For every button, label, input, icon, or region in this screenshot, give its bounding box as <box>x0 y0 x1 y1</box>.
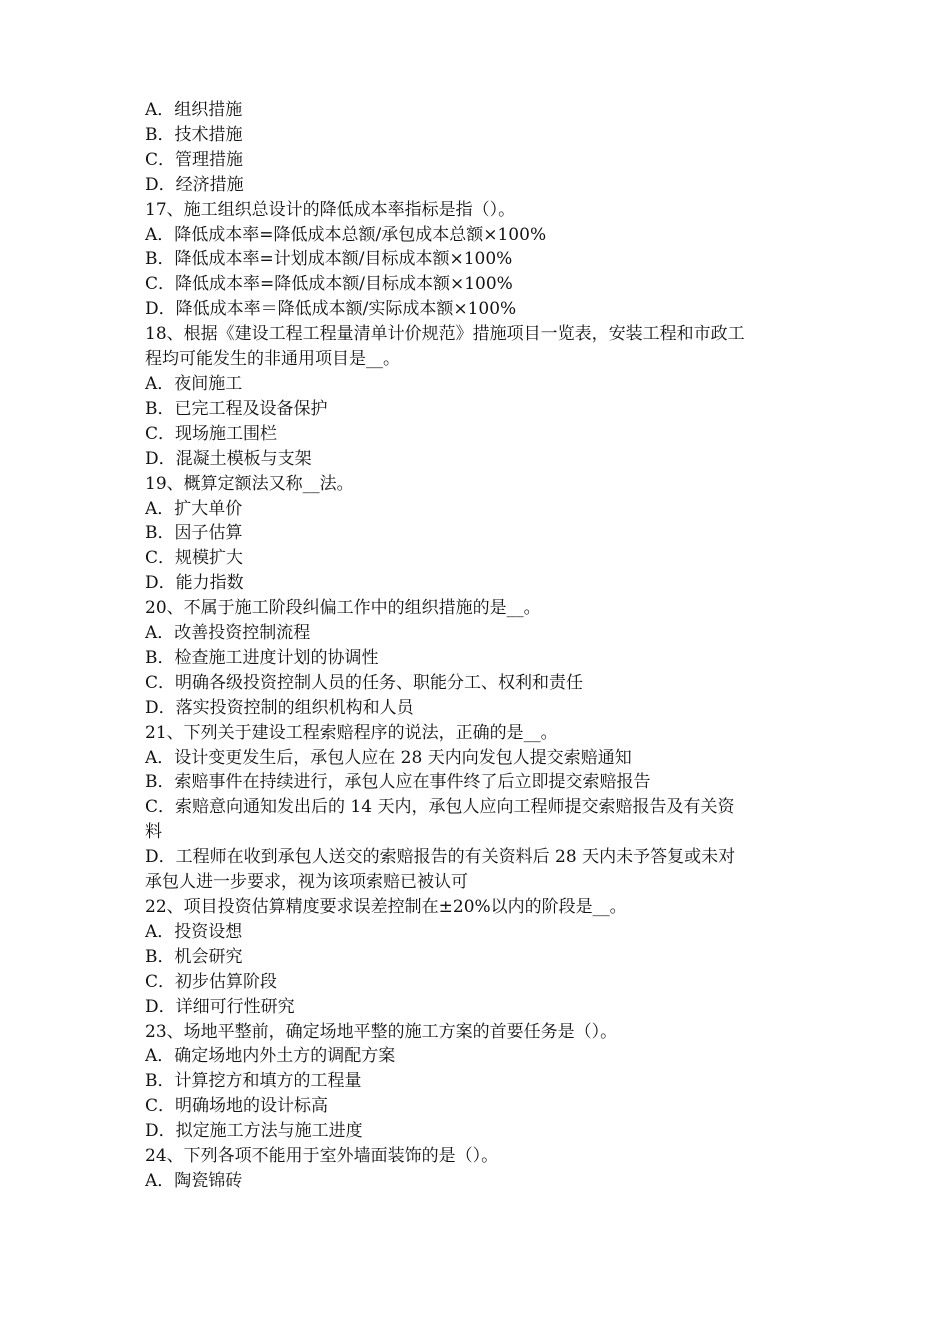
option-line: B．降低成本率=计划成本额/目标成本额×100% <box>145 249 513 270</box>
option-line: D．降低成本率＝降低成本额/实际成本额×100% <box>145 299 517 320</box>
option-line: B．机会研究 <box>145 946 243 967</box>
option-line: D．详细可行性研究 <box>145 996 295 1017</box>
question-18 <box>145 322 817 471</box>
option-line: B．已完工程及设备保护 <box>145 398 328 419</box>
question-stem: 18、根据《建设工程工程量清单计价规范》措施项目一览表，安装工程和市政工 <box>145 324 745 345</box>
question-22 <box>145 895 817 1020</box>
option-line-continued: 承包人进一步要求，视为该项索赔已被认可 <box>145 872 468 893</box>
option-line: A．降低成本率=降低成本总额/承包成本总额×100% <box>145 224 547 245</box>
option-line: A．扩大单价 <box>145 498 243 519</box>
question-stem: 17、施工组织总设计的降低成本率指标是指（）。 <box>145 199 516 220</box>
question-stem: 21、下列关于建设工程索赔程序的说法，正确的是__。 <box>145 722 558 743</box>
option-line: D．混凝土模板与支架 <box>145 448 312 469</box>
option-line: C．管理措施 <box>145 149 244 170</box>
option-line: D．落实投资控制的组织机构和人员 <box>145 697 414 718</box>
option-line: A．投资设想 <box>145 921 243 942</box>
option-line: A．确定场地内外土方的调配方案 <box>145 1046 396 1067</box>
option-line: A．改善投资控制流程 <box>145 623 311 644</box>
option-line: D．拟定施工方法与施工进度 <box>145 1121 363 1142</box>
question-19 <box>145 472 817 597</box>
question-17 <box>145 198 817 323</box>
question-21 <box>145 721 817 895</box>
question-stem: 23、场地平整前，确定场地平整的施工方案的首要任务是（）。 <box>145 1021 618 1042</box>
option-line: B．检查施工进度计划的协调性 <box>145 647 379 668</box>
document-page <box>145 98 817 1194</box>
option-line: C．规模扩大 <box>145 548 244 569</box>
option-line: A．组织措施 <box>145 100 243 120</box>
question-stem: 22、项目投资估算精度要求误差控制在±20%以内的阶段是__。 <box>145 897 627 917</box>
option-line: B．技术措施 <box>145 124 243 145</box>
question-23 <box>145 1020 817 1145</box>
option-line: B．索赔事件在持续进行，承包人应在事件终了后立即提交索赔报告 <box>145 772 651 793</box>
option-line: C．明确各级投资控制人员的任务、职能分工、权利和责任 <box>145 672 584 693</box>
option-line: C．索赔意向通知发出后的 14 天内，承包人应向工程师提交索赔报告及有关资 <box>145 797 735 818</box>
question-16-options <box>145 98 817 198</box>
option-line-continued: 料 <box>145 822 162 843</box>
option-line: C．现场施工围栏 <box>145 423 278 444</box>
option-line: D．能力指数 <box>145 573 244 594</box>
question-stem: 19、概算定额法又称__法。 <box>145 473 354 494</box>
option-line: B．计算挖方和填方的工程量 <box>145 1071 362 1092</box>
option-line: C．初步估算阶段 <box>145 971 278 992</box>
question-stem: 24、下列各项不能用于室外墙面装饰的是（）。 <box>145 1146 499 1167</box>
option-line: A．夜间施工 <box>145 373 243 394</box>
option-line: B．因子估算 <box>145 523 243 544</box>
option-line: A．设计变更发生后，承包人应在 28 天内向发包人提交索赔通知 <box>145 747 632 768</box>
option-line: A．陶瓷锦砖 <box>145 1170 243 1191</box>
question-24 <box>145 1144 817 1194</box>
question-20 <box>145 596 817 721</box>
question-stem: 20、不属于施工阶段纠偏工作中的组织措施的是__。 <box>145 598 541 619</box>
option-line: C．降低成本率=降低成本额/目标成本额×100% <box>145 274 513 295</box>
option-line: C．明确场地的设计标高 <box>145 1096 329 1117</box>
option-line: D．经济措施 <box>145 174 244 195</box>
option-line: D．工程师在收到承包人送交的索赔报告的有关资料后 28 天内未予答复或未对 <box>145 847 736 868</box>
question-stem-continued: 程均可能发生的非通用项目是__。 <box>145 349 400 370</box>
